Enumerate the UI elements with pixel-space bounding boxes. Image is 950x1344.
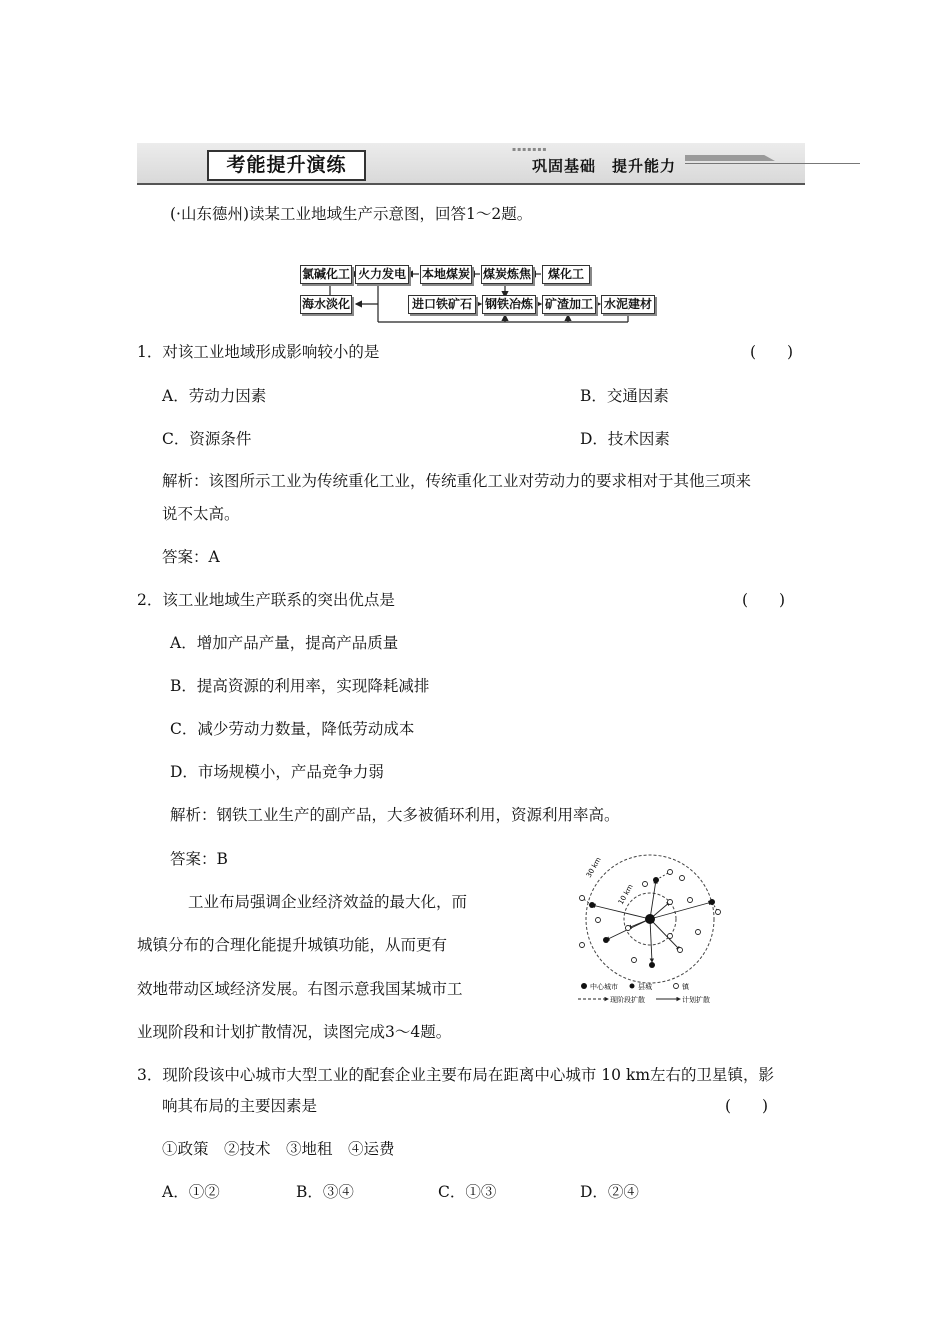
legend-county: 县城 xyxy=(638,983,652,991)
legend-center-city: 中心城市 xyxy=(590,983,618,991)
banner-decoration: ▪▪▪▪▪▪▪ xyxy=(512,146,548,153)
node-imported-iron-ore: 进口铁矿石 xyxy=(408,295,476,314)
node-desalination: 海水淡化 xyxy=(300,295,352,314)
legend-current-diffusion: 现阶段扩散 xyxy=(610,996,645,1004)
intro2-line2: 城镇分布的合理化能提升城镇功能，从而更有 xyxy=(137,936,448,954)
ring-label-outer: 30 km xyxy=(584,855,603,879)
q3-answer-paren: ( ) xyxy=(725,1097,769,1115)
q3-option-d: D．②④ xyxy=(580,1183,639,1201)
banner-arrow-decoration xyxy=(685,155,775,161)
q2-analysis: 解析：钢铁工业生产的副产品，大多被循环利用，资源利用率高。 xyxy=(170,806,620,824)
city-diffusion-svg xyxy=(570,850,730,1010)
q1-answer-paren: ( ) xyxy=(750,343,794,361)
node-steel-smelting: 钢铁冶炼 xyxy=(482,295,536,314)
banner-subtitle: 巩固基础 提升能力 xyxy=(532,157,677,175)
intro2-line4: 业现阶段和计划扩散情况，读图完成3～4题。 xyxy=(137,1023,452,1041)
q2-option-a: A．增加产品产量，提高产品质量 xyxy=(170,634,399,652)
q3-option-b: B．③④ xyxy=(296,1183,354,1201)
q1-stem: 1．对该工业地域形成影响较小的是 xyxy=(137,343,380,361)
node-slag-processing: 矿渣加工 xyxy=(542,295,596,314)
node-coal-coking: 煤炭炼焦 xyxy=(481,265,533,284)
industrial-flow-diagram xyxy=(290,258,670,328)
legend-planned-diffusion: 计划扩散 xyxy=(682,996,710,1004)
q2-option-b: B．提高资源的利用率，实现降耗减排 xyxy=(170,677,430,695)
q1-option-d: D．技术因素 xyxy=(580,430,670,448)
banner-line-decoration xyxy=(685,163,860,164)
q2-stem: 2．该工业地域生产联系的突出优点是 xyxy=(137,591,395,609)
q2-answer-paren: ( ) xyxy=(742,591,786,609)
node-coal-chemical: 煤化工 xyxy=(542,265,590,284)
city-diffusion-map xyxy=(570,850,730,1010)
q1-analysis-line1: 解析：该图所示工业为传统重化工业，传统重化工业对劳动力的要求相对于其他三项来 xyxy=(162,472,752,490)
q1-option-c: C．资源条件 xyxy=(162,430,252,448)
q1-answer: 答案：A xyxy=(162,548,220,566)
q1-analysis-line2: 说不太高。 xyxy=(162,505,240,523)
node-local-coal: 本地煤炭 xyxy=(420,265,472,284)
q1-option-b: B．交通因素 xyxy=(580,387,669,405)
legend-town: 镇 xyxy=(682,983,689,991)
banner-title: 考能提升演练 xyxy=(207,150,366,181)
intro2-line1: 工业布局强调企业经济效益的最大化，而 xyxy=(188,893,468,911)
q2-option-d: D．市场规模小，产品竞争力弱 xyxy=(170,763,384,781)
intro-text-1: (·山东德州)读某工业地域生产示意图，回答1～2题。 xyxy=(170,205,533,223)
q3-stem-line2: 响其布局的主要因素是 xyxy=(162,1097,318,1115)
node-chlor-alkali: 氯碱化工 xyxy=(300,265,352,284)
q2-option-c: C．减少劳动力数量，降低劳动成本 xyxy=(170,720,415,738)
q3-factors: ①政策 ②技术 ③地租 ④运费 xyxy=(162,1140,395,1158)
node-cement-materials: 水泥建材 xyxy=(601,295,655,314)
q3-stem-line1: 3．现阶段该中心城市大型工业的配套企业主要布局在距离中心城市 10 km左右的卫星镇，影 xyxy=(137,1066,775,1084)
ring-label-inner: 10 km xyxy=(616,882,635,906)
node-thermal-power: 火力发电 xyxy=(355,265,409,284)
intro2-line3: 效地带动区域经济发展。右图示意我国某城市工 xyxy=(137,980,463,998)
q2-answer: 答案：B xyxy=(170,850,228,868)
section-banner xyxy=(137,143,805,185)
q3-option-a: A．①② xyxy=(162,1183,220,1201)
q3-option-c: C．①③ xyxy=(438,1183,497,1201)
center-city-dot xyxy=(645,914,655,924)
q1-option-a: A．劳动力因素 xyxy=(162,387,267,405)
